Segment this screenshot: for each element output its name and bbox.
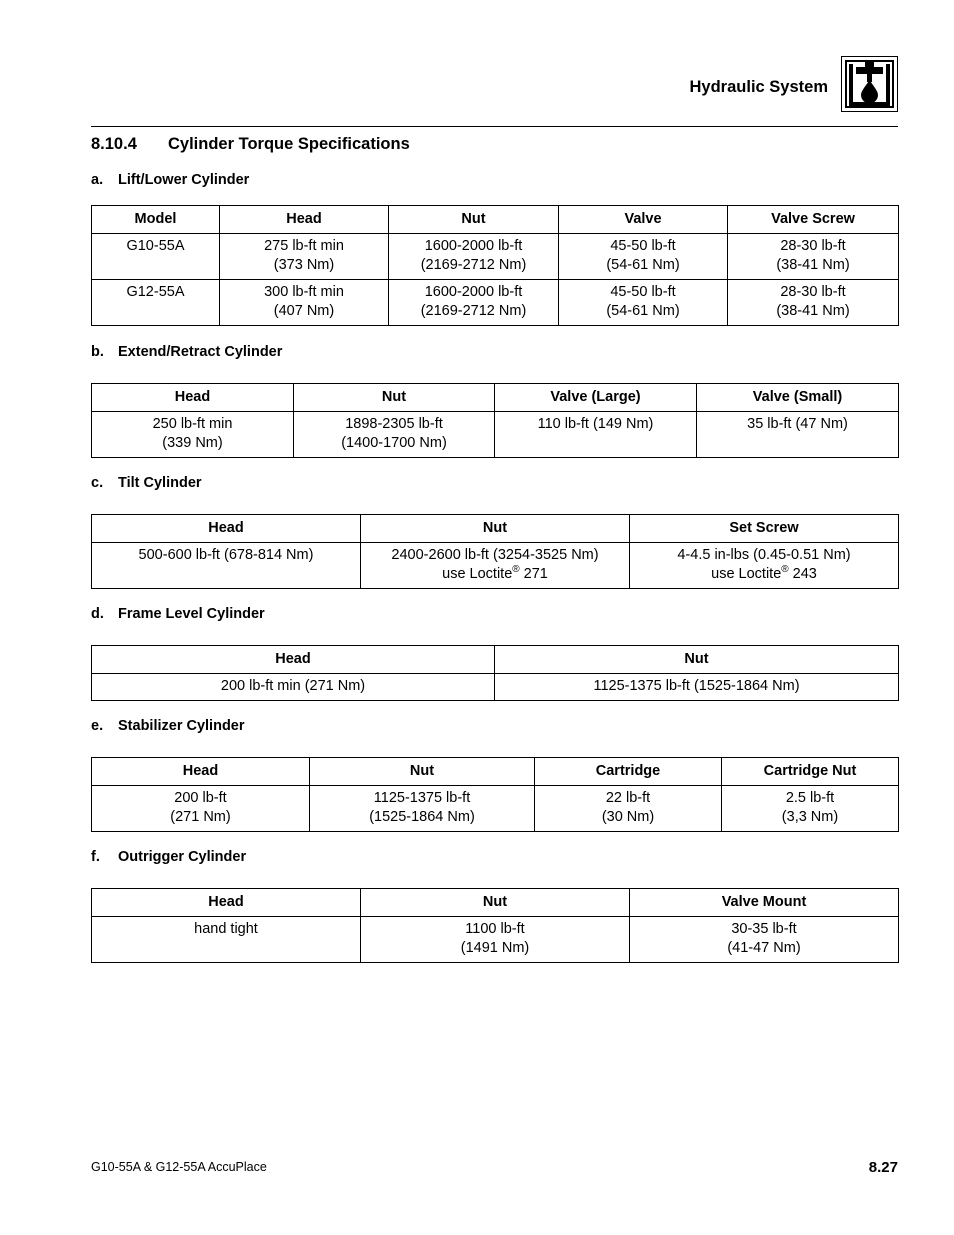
column-header: Nut	[361, 889, 630, 917]
table-cell: 275 lb-ft min (373 Nm)	[220, 234, 389, 280]
subsection-title: Frame Level Cylinder	[118, 606, 265, 622]
hydraulic-drop-icon	[841, 56, 898, 112]
table-cell: 22 lb-ft (30 Nm)	[535, 786, 722, 832]
subsection-heading	[91, 475, 202, 491]
table-row	[92, 674, 899, 701]
subsection-heading	[91, 606, 265, 622]
table-cell: 300 lb-ft min (407 Nm)	[220, 280, 389, 326]
section-heading	[91, 135, 410, 154]
table-cell: 2.5 lb-ft (3,3 Nm)	[722, 786, 899, 832]
table-cell: 1898-2305 lb-ft (1400-1700 Nm)	[294, 412, 495, 458]
subsection-letter: e.	[91, 718, 104, 734]
column-header: Valve	[559, 206, 728, 234]
column-header: Head	[220, 206, 389, 234]
footer-model-text: G10-55A & G12-55A AccuPlace	[91, 1160, 267, 1174]
table-cell: G10-55A	[92, 234, 220, 280]
table-cell: 200 lb-ft (271 Nm)	[92, 786, 310, 832]
subsection-heading	[91, 849, 246, 865]
subsection-title: Outrigger Cylinder	[118, 849, 247, 865]
subsection-heading	[91, 718, 245, 734]
table-cell: hand tight	[92, 917, 361, 963]
column-header: Model	[92, 206, 220, 234]
table-cell: G12-55A	[92, 280, 220, 326]
header-rule	[91, 126, 898, 127]
table-cell: 1125-1375 lb-ft (1525-1864 Nm)	[495, 674, 899, 701]
subsection-letter: b.	[91, 344, 104, 360]
table-cell: 110 lb-ft (149 Nm)	[495, 412, 697, 458]
column-header: Nut	[495, 646, 899, 674]
table-header-row	[92, 646, 899, 674]
table-cell: 2400-2600 lb-ft (3254-3525 Nm) use Loctite® 271	[361, 543, 630, 589]
torque-table	[91, 645, 899, 701]
table-cell: 4-4.5 in-lbs (0.45-0.51 Nm) use Loctite® 243	[630, 543, 899, 589]
section-title: Cylinder Torque Specifications	[168, 135, 410, 153]
table-cell: 250 lb-ft min (339 Nm)	[92, 412, 294, 458]
subsection-title: Lift/Lower Cylinder	[118, 172, 250, 188]
column-header: Head	[92, 646, 495, 674]
subsection-title: Stabilizer Cylinder	[118, 718, 245, 734]
subsection-letter: a.	[91, 172, 104, 188]
table-header-row	[92, 889, 899, 917]
subsection-letter: f.	[91, 849, 100, 865]
subsection-heading	[91, 172, 249, 188]
table-cell: 35 lb-ft (47 Nm)	[697, 412, 899, 458]
table-header-row	[92, 515, 899, 543]
table-header-row	[92, 206, 899, 234]
table-cell: 1600-2000 lb-ft (2169-2712 Nm)	[389, 280, 559, 326]
table-cell: 1600-2000 lb-ft (2169-2712 Nm)	[389, 234, 559, 280]
header-title: Hydraulic System	[689, 78, 828, 96]
table-row	[92, 234, 899, 280]
column-header: Nut	[389, 206, 559, 234]
table-cell: 28-30 lb-ft (38-41 Nm)	[728, 280, 899, 326]
column-header: Cartridge Nut	[722, 758, 899, 786]
column-header: Set Screw	[630, 515, 899, 543]
subsection-title: Extend/Retract Cylinder	[118, 344, 283, 360]
section-number: 8.10.4	[91, 135, 137, 153]
table-cell: 45-50 lb-ft (54-61 Nm)	[559, 234, 728, 280]
column-header: Head	[92, 384, 294, 412]
subsection-heading	[91, 344, 282, 360]
column-header: Head	[92, 758, 310, 786]
table-cell: 28-30 lb-ft (38-41 Nm)	[728, 234, 899, 280]
table-header-row	[92, 384, 899, 412]
subsection-title: Tilt Cylinder	[118, 475, 202, 491]
table-cell: 1100 lb-ft (1491 Nm)	[361, 917, 630, 963]
table-row	[92, 786, 899, 832]
table-row	[92, 280, 899, 326]
column-header: Valve (Large)	[495, 384, 697, 412]
column-header: Nut	[310, 758, 535, 786]
page-number: 8.27	[868, 1159, 898, 1176]
column-header: Valve (Small)	[697, 384, 899, 412]
table-cell: 1125-1375 lb-ft (1525-1864 Nm)	[310, 786, 535, 832]
torque-table	[91, 383, 899, 458]
column-header: Nut	[361, 515, 630, 543]
torque-table	[91, 757, 899, 832]
subsection-letter: c.	[91, 475, 104, 491]
torque-table	[91, 205, 899, 326]
table-cell: 30-35 lb-ft (41-47 Nm)	[630, 917, 899, 963]
column-header: Valve Mount	[630, 889, 899, 917]
table-row	[92, 543, 899, 589]
column-header: Valve Screw	[728, 206, 899, 234]
subsection-letter: d.	[91, 606, 104, 622]
table-row	[92, 917, 899, 963]
torque-table	[91, 888, 899, 963]
column-header: Cartridge	[535, 758, 722, 786]
table-cell: 45-50 lb-ft (54-61 Nm)	[559, 280, 728, 326]
table-row	[92, 412, 899, 458]
column-header: Nut	[294, 384, 495, 412]
table-cell: 500-600 lb-ft (678-814 Nm)	[92, 543, 361, 589]
column-header: Head	[92, 515, 361, 543]
table-cell: 200 lb-ft min (271 Nm)	[92, 674, 495, 701]
table-header-row	[92, 758, 899, 786]
column-header: Head	[92, 889, 361, 917]
torque-table	[91, 514, 899, 589]
